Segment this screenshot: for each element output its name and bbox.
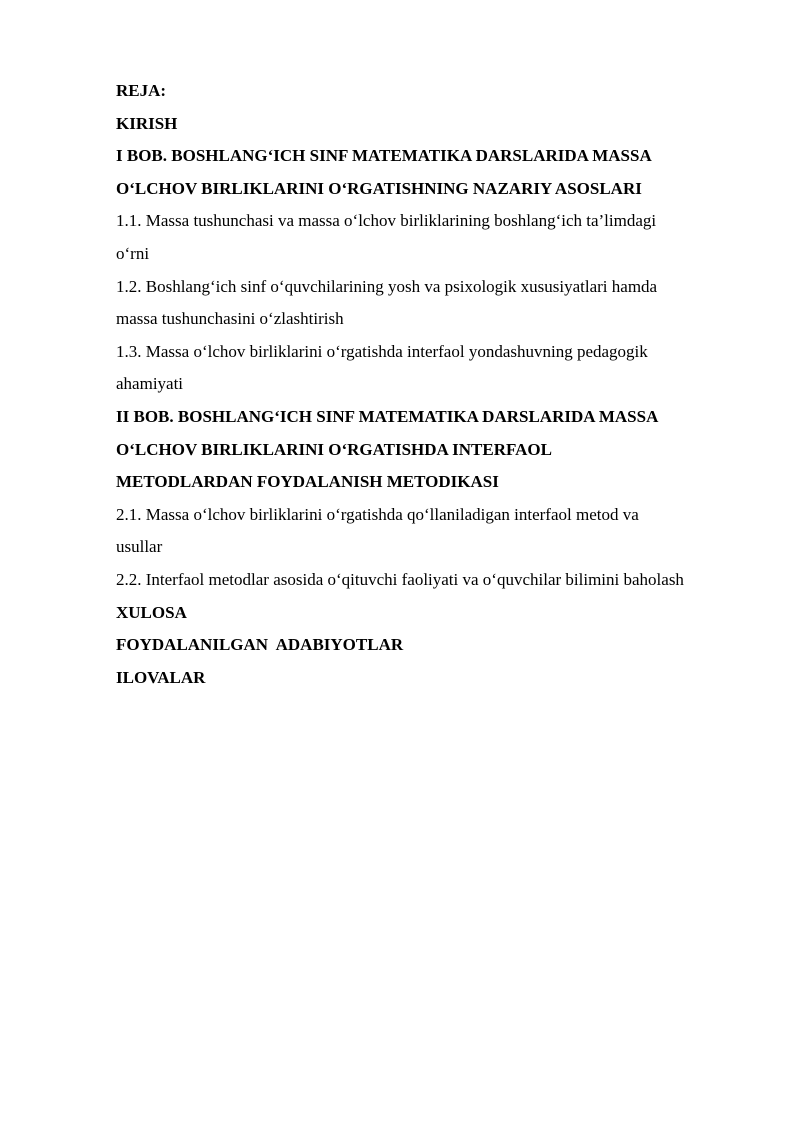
introduction-entry: KIRISH <box>116 113 178 133</box>
section-2-2-line-1: 2.2. Interfaol metodlar asosida o‘qituvchi faoliyati va o‘quvchilar bilimini baholash <box>116 569 684 589</box>
section-1-2-line-2: massa tushunchasini o‘zlashtirish <box>116 309 344 329</box>
chapter-2-title-line-2: O‘LCHOV BIRLIKLARINI O‘RGATISHDA INTERFAOL <box>116 439 552 459</box>
section-2-1-line-2: usullar <box>116 537 163 557</box>
plan-heading: REJA: <box>116 81 167 100</box>
chapter-1-title-line-2: O‘LCHOV BIRLIKLARINI O‘RGATISHNING NAZARIY ASOSLARI <box>116 178 642 198</box>
section-2-1-line-1: 2.1. Massa o‘lchov birliklarini o‘rgatishda qo‘llaniladigan interfaol metod va <box>116 504 639 524</box>
chapter-1-title-line-1: I BOB. BOSHLANG‘ICH SINF MATEMATIKA DARSLARIDA MASSA <box>116 146 652 166</box>
section-1-3-line-2: ahamiyati <box>116 374 184 394</box>
chapter-2-title-line-1: II BOB. BOSHLANG‘ICH SINF MATEMATIKA DARSLARIDA MASSA <box>116 406 659 426</box>
table-of-contents <box>116 75 766 694</box>
conclusion-entry: XULOSA <box>116 602 187 622</box>
references-entry: FOYDALANILGAN ADABIYOTLAR <box>116 635 404 655</box>
appendices-entry: ILOVALAR <box>116 667 206 687</box>
section-1-3-line-1: 1.3. Massa o‘lchov birliklarini o‘rgatishda interfaol yondashuvning pedagogik <box>116 341 648 361</box>
section-1-1-line-1: 1.1. Massa tushunchasi va massa o‘lchov birliklarining boshlang‘ich ta’limdagi <box>116 211 657 231</box>
section-1-1-line-2: o‘rni <box>116 243 150 263</box>
section-1-2-line-1: 1.2. Boshlang‘ich sinf o‘quvchilarining yosh va psixologik xususiyatlari hamda <box>116 276 658 296</box>
chapter-2-title-line-3: METODLARDAN FOYDALANISH METODIKASI <box>116 472 499 492</box>
